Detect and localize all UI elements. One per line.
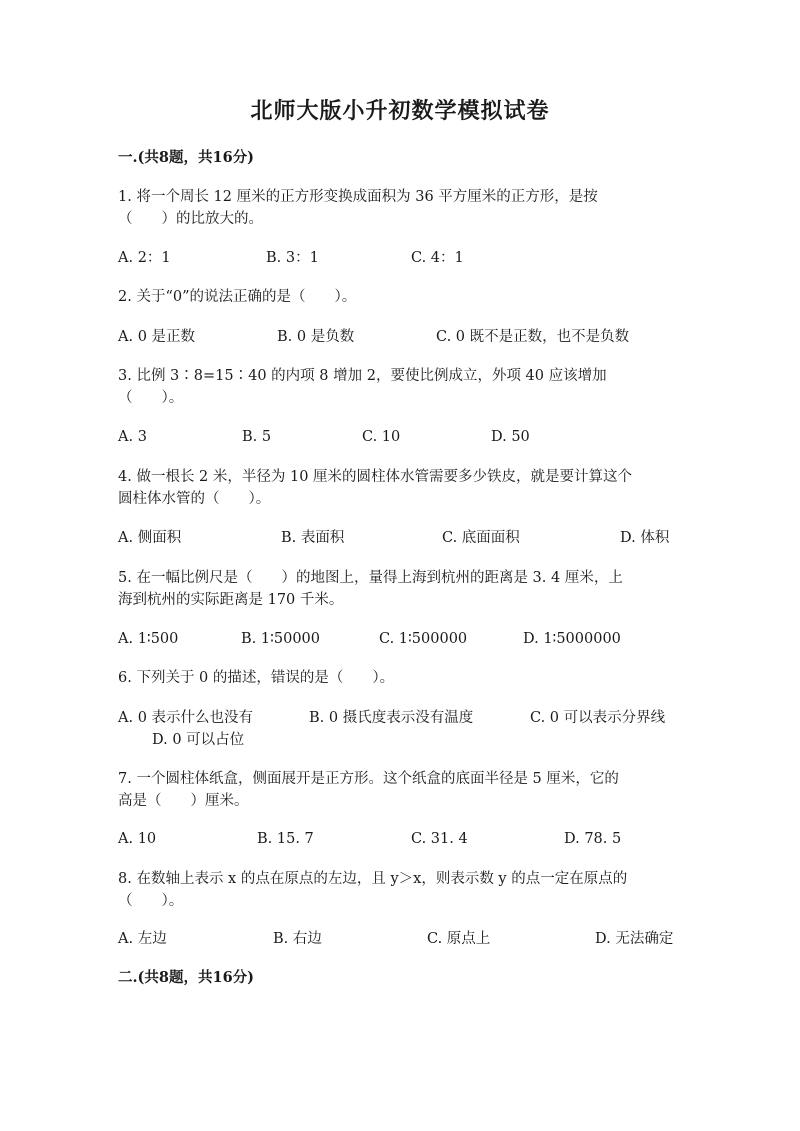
option-a: A. 0 是正数: [118, 329, 196, 345]
question-3: [118, 365, 688, 409]
option-d: D. 50: [491, 429, 530, 445]
option-b: B. 0 是负数: [277, 329, 355, 345]
question-5-options: [118, 628, 698, 650]
section-heading-2: 二.(共8题，共16分): [118, 969, 255, 986]
question-5-line-1: 5. 在一幅比例尺是（ ）的地图上，量得上海到杭州的距离是 3. 4 厘米，上: [118, 570, 623, 586]
question-4-options: [118, 527, 698, 549]
question-7: [118, 768, 688, 812]
option-c: C. 0 既不是正数，也不是负数: [436, 329, 630, 345]
question-8-line-2: （ ）。: [118, 893, 184, 909]
question-6-line-1: 6. 下列关于 0 的描述，错误的是（ ）。: [118, 670, 395, 686]
option-a: A. 2：1: [118, 250, 171, 266]
option-b: B. 3：1: [266, 250, 319, 266]
option-c: C. 1∶500000: [379, 631, 468, 647]
question-7-line-1: 7. 一个圆柱体纸盒，侧面展开是正方形。这个纸盒的底面半径是 5 厘米，它的: [118, 771, 619, 787]
option-c: C. 31. 4: [411, 831, 468, 847]
option-b: B. 5: [242, 429, 272, 445]
question-3-line-1: 3. 比例 3∶8=15∶40 的内项 8 增加 2，要使比例成立，外项 40 应该增加: [118, 368, 607, 384]
page-title: 北师大版小升初数学模拟试卷: [250, 98, 550, 124]
question-2-line-1: 2. 关于“0”的说法正确的是（ ）。: [118, 289, 357, 305]
question-6: [118, 667, 688, 689]
option-a: A. 侧面积: [118, 530, 182, 546]
question-8: [118, 868, 688, 912]
question-1-line-2: （ ）的比放大的。: [118, 211, 263, 227]
option-b: B. 表面积: [281, 530, 345, 546]
option-a: A. 左边: [118, 931, 167, 947]
question-5-line-2: 海到杭州的实际距离是 170 千米。: [118, 592, 344, 608]
question-7-line-2: 高是（ ）厘米。: [118, 793, 249, 809]
option-c: C. 4：1: [411, 250, 464, 266]
option-d: D. 78. 5: [564, 831, 622, 847]
option-b: B. 0 摄氏度表示没有温度: [309, 710, 474, 726]
question-8-options: [118, 928, 698, 950]
option-d: D. 0 可以占位: [152, 732, 245, 748]
question-3-line-2: （ ）。: [118, 390, 184, 406]
question-1: [118, 186, 688, 230]
question-6-options-row-2: [118, 729, 698, 751]
option-a: A. 3: [118, 429, 147, 445]
option-a: A. 0 表示什么也没有: [118, 710, 254, 726]
question-4: [118, 466, 688, 510]
section-heading-1: 一.(共8题，共16分): [118, 149, 255, 166]
option-d: D. 无法确定: [595, 931, 674, 947]
question-1-options: [118, 247, 698, 269]
option-a: A. 1∶500: [118, 631, 179, 647]
option-c: C. 底面面积: [442, 530, 520, 546]
question-4-line-1: 4. 做一根长 2 米，半径为 10 厘米的圆柱体水管需要多少铁皮，就是要计算这个: [118, 469, 633, 485]
option-a: A. 10: [118, 831, 157, 847]
option-b: B. 右边: [273, 931, 322, 947]
option-c: C. 0 可以表示分界线: [530, 710, 666, 726]
question-4-line-2: 圆柱体水管的（ ）。: [118, 491, 271, 507]
question-7-options: [118, 828, 698, 850]
option-b: B. 1∶50000: [241, 631, 320, 647]
option-c: C. 原点上: [427, 931, 491, 947]
question-8-line-1: 8. 在数轴上表示 x 的点在原点的左边，且 y＞x，则表示数 y 的点一定在原点的: [118, 871, 628, 887]
question-3-options: [118, 426, 698, 448]
question-2-options: [118, 326, 698, 348]
question-1-line-1: 1. 将一个周长 12 厘米的正方形变换成面积为 36 平方厘米的正方形，是按: [118, 189, 598, 205]
option-b: B. 15. 7: [257, 831, 314, 847]
question-6-options: [118, 707, 698, 729]
option-d: D. 1∶5000000: [523, 631, 621, 647]
question-2: [118, 286, 688, 308]
option-d: D. 体积: [620, 530, 670, 546]
question-5: [118, 567, 688, 611]
option-c: C. 10: [362, 429, 401, 445]
